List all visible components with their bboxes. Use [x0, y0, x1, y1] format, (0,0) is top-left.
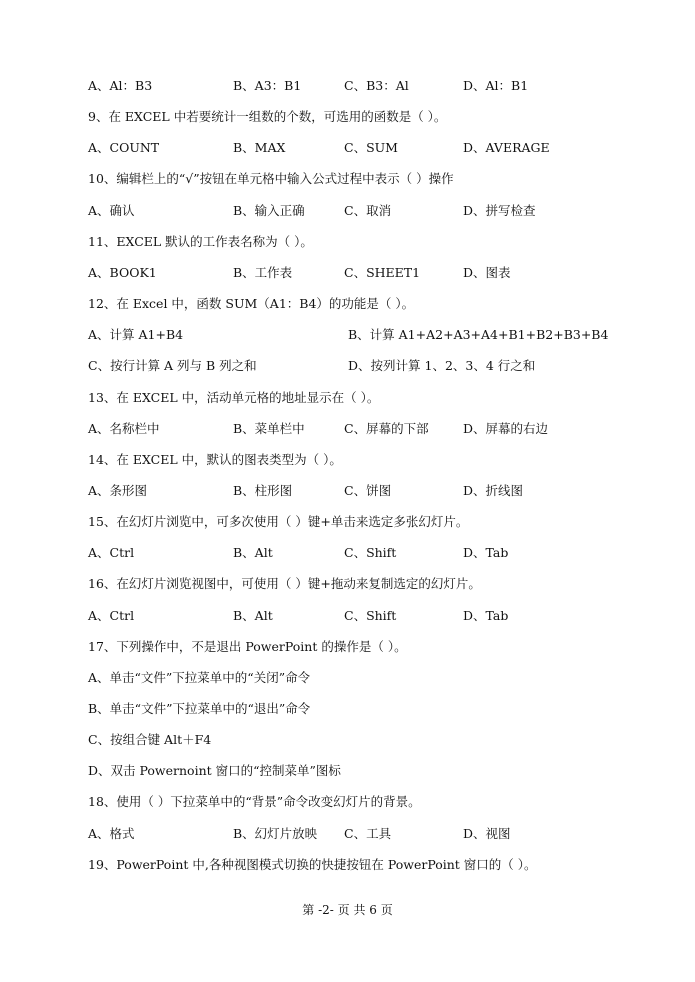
question-text: A、单击“文件”下拉菜单中的“关闭”命令 — [88, 669, 311, 685]
answer-option: D、折线图 — [463, 482, 524, 498]
question-text: 9、在 EXCEL 中若要统计一组数的个数，可选用的函数是（ ）。 — [88, 109, 447, 125]
question-text: 12、在 Excel 中，函数 SUM（A1：B4）的功能是（ ）。 — [88, 296, 415, 312]
question-text: B、单击“文件”下拉菜单中的“退出”命令 — [88, 701, 311, 716]
answer-option: B、输入正确 — [233, 202, 305, 218]
answer-option: D、拼写检查 — [463, 202, 536, 218]
question-text: 19、PowerPoint 中,各种视图模式切换的快捷按钮在 PowerPoint 窗口的（ ）。 — [88, 856, 537, 872]
question-text: 17、下列操作中，不是退出 PowerPoint 的操作是（ ）。 — [88, 638, 407, 654]
answer-option: C、取消 — [344, 202, 392, 218]
answer-option: A、格式 — [88, 825, 135, 841]
answer-option: B、柱形图 — [233, 482, 293, 498]
answer-option: D、Al：B1 — [463, 78, 529, 93]
question-text: 11、EXCEL 默认的工作表名称为（ ）。 — [88, 233, 313, 249]
question-line — [0, 636, 695, 658]
question-line — [0, 387, 695, 409]
answer-option: A、Al：B3 — [88, 78, 153, 93]
answer-options-row — [0, 418, 695, 440]
answer-option: D、屏幕的右边 — [463, 420, 549, 436]
question-line — [0, 168, 695, 190]
answer-options-row — [0, 137, 695, 159]
answer-option: B、工作表 — [233, 264, 293, 280]
page-footer: 第 -2- 页 共 6 页 — [302, 903, 393, 917]
answer-option: B、Alt — [233, 607, 273, 623]
answer-option: D、按列计算 1、2、3、4 行之和 — [348, 358, 536, 374]
answer-option: B、Alt — [233, 545, 273, 561]
answer-option: D、Tab — [463, 545, 509, 561]
answer-options-row — [0, 823, 695, 845]
answer-option: B、幻灯片放映 — [233, 825, 318, 841]
answer-option: B、计算 A1+A2+A3+A4+B1+B2+B3+B4 — [348, 327, 609, 343]
question-text: 18、使用（ ）下拉菜单中的“背景”命令改变幻灯片的背景。 — [88, 794, 421, 810]
answer-option: D、图表 — [463, 264, 511, 280]
question-line — [0, 106, 695, 128]
answer-option: C、SHEET1 — [344, 264, 421, 280]
answer-option: A、名称栏中 — [88, 420, 160, 436]
question-line — [0, 854, 695, 876]
question-line — [0, 698, 695, 720]
answer-option: C、SUM — [344, 140, 398, 156]
answer-options-row — [0, 542, 695, 564]
question-line — [0, 729, 695, 751]
answer-option: A、BOOK1 — [88, 264, 157, 280]
answer-option: A、确认 — [88, 202, 135, 218]
answer-option: C、按行计算 A 列与 B 列之和 — [88, 358, 257, 374]
answer-option: C、Shift — [344, 545, 397, 561]
answer-option: A、Ctrl — [88, 545, 135, 561]
question-text: D、双击 Powernoint 窗口的“控制菜单”图标 — [88, 763, 341, 779]
question-text: 10、编辑栏上的“√”按钮在单元格中输入公式过程中表示（ ）操作 — [88, 171, 454, 187]
answer-option: C、饼图 — [344, 482, 392, 498]
answer-options-row — [0, 262, 695, 284]
answer-option: D、视图 — [463, 825, 511, 841]
question-line — [0, 293, 695, 315]
answer-option: D、Tab — [463, 607, 509, 623]
question-text: 16、在幻灯片浏览视图中，可使用（ ）键+拖动来复制选定的幻灯片。 — [88, 576, 481, 592]
question-line — [0, 760, 695, 782]
answer-options-row — [0, 355, 695, 377]
question-text: 13、在 EXCEL 中，活动单元格的地址显示在（ ）。 — [88, 389, 380, 405]
answer-option: A、条形图 — [88, 482, 148, 498]
question-line — [0, 667, 695, 689]
answer-option: C、工具 — [344, 825, 392, 841]
question-line — [0, 231, 695, 253]
question-line — [0, 791, 695, 813]
answer-options-row — [0, 480, 695, 502]
answer-option: D、AVERAGE — [463, 140, 550, 156]
answer-option: A、计算 A1+B4 — [88, 327, 184, 343]
answer-option: C、B3：Al — [344, 78, 409, 93]
answer-option: A、COUNT — [88, 140, 160, 156]
answer-option: C、屏幕的下部 — [344, 420, 429, 436]
answer-options-row — [0, 75, 695, 97]
answer-option: C、Shift — [344, 607, 397, 623]
question-line — [0, 449, 695, 471]
answer-option: B、MAX — [233, 140, 286, 156]
answer-options-row — [0, 200, 695, 222]
question-line — [0, 511, 695, 533]
answer-option: A、Ctrl — [88, 607, 135, 623]
question-text: 15、在幻灯片浏览中，可多次使用（ ）键+单击来选定多张幻灯片。 — [88, 514, 469, 530]
answer-option: B、A3：B1 — [233, 78, 302, 93]
question-line — [0, 573, 695, 595]
question-text: C、按组合键 Alt＋F4 — [88, 732, 212, 748]
question-text: 14、在 EXCEL 中，默认的图表类型为（ ）。 — [88, 451, 342, 467]
answer-options-row — [0, 324, 695, 346]
answer-options-row — [0, 605, 695, 627]
answer-option: B、菜单栏中 — [233, 420, 305, 436]
